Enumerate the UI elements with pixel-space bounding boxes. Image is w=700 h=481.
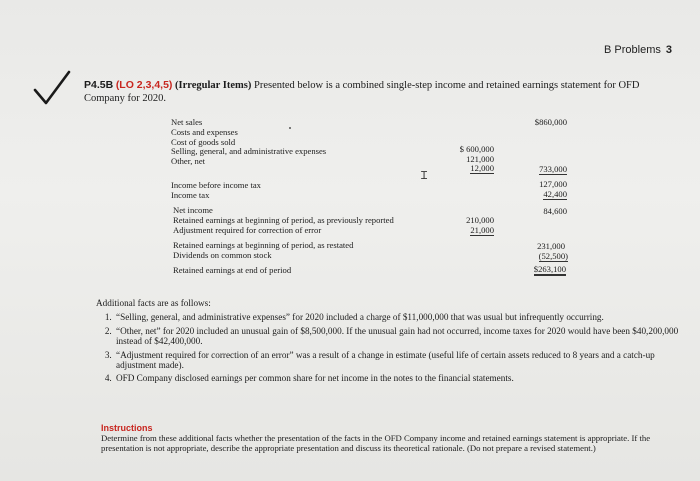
additional-facts-heading: Additional facts are as follows:: [96, 298, 211, 308]
income-tax-label: Income tax: [171, 190, 210, 200]
re-restated-value: 231,000: [537, 241, 565, 251]
facts-list: [96, 312, 681, 383]
re-beginning-value: 210,000: [466, 215, 494, 225]
decorative-dot: [289, 127, 291, 129]
net-income-value: 84,600: [543, 206, 567, 216]
instructions-text: Determine from these additional facts whether the presentation of the facts in the OFD Company income and retained earnings statement is appropriate. If the presentation is not appropriate, describe the appropriate presentation and discuss its theoretical rationale. (Do not prepare a revised statement.): [101, 433, 651, 453]
additional-facts: [96, 298, 681, 387]
fact-item: 4. OFD Company disclosed earnings per common share for net income in the notes to the financial statements.: [114, 373, 681, 383]
income-before-tax-label: Income before income tax: [171, 180, 261, 190]
page-number: 3: [665, 44, 672, 56]
fact-item: 1. “Selling, general, and administrative expenses” for 2020 included a charge of $11,000,000 that was usual but infrequently occurring.: [114, 312, 681, 322]
other-label: Other, net: [171, 156, 206, 166]
fact-item: 2. “Other, net” for 2020 included an unusual gain of $8,500,000. If the unusual gain had not occurred, income taxes for 2020 would have been $40,200,000 instead of $42,400,000.: [114, 326, 681, 347]
re-end-value: $263,100: [534, 265, 566, 276]
cogs-value: $ 600,000: [459, 144, 494, 154]
net-sales-label: Net sales: [171, 117, 203, 127]
re-restated-label: Retained earnings at beginning of period, as restated: [173, 240, 354, 250]
dividends-label: Dividends on common stock: [173, 250, 272, 260]
net-income-label: Net income: [173, 205, 213, 215]
sga-label: Selling, general, and administrative expenses: [171, 146, 327, 156]
adjustment-label: Adjustment required for correction of error: [173, 225, 322, 235]
sga-value: 121,000: [466, 154, 494, 164]
problem-id: P4.5B: [84, 79, 114, 91]
other-value: 12,000: [470, 163, 494, 173]
problem-text: Presented below is a combined single-step income and retained earnings statement for OFD Company for 2020.: [84, 80, 640, 104]
net-sales-value: $860,000: [534, 117, 567, 127]
dividends-value: (52,500): [538, 251, 568, 261]
costs-header: Costs and expenses: [171, 127, 238, 137]
learning-objectives: (LO 2,3,4,5): [115, 79, 173, 91]
text-cursor-icon: Ɪ: [421, 169, 428, 182]
problem-topic: (Irregular Items): [175, 80, 252, 91]
income-tax-value: 42,400: [543, 189, 567, 199]
instructions-heading: Instructions: [101, 423, 153, 433]
instructions: [101, 423, 681, 453]
re-end-label: Retained earnings at end of period: [173, 265, 292, 275]
total-costs-value: 733,000: [539, 164, 567, 174]
section-title: B Problems: [604, 44, 661, 56]
fact-item: 3. “Adjustment required for correction of an error” was a result of a change in estimate (useful life of certain assets reduced to 8 years and a catch-up adjustment made).: [114, 350, 681, 371]
cogs-label: Cost of goods sold: [171, 137, 236, 147]
adjustment-value: 21,000: [470, 225, 494, 235]
re-beginning-label: Retained earnings at beginning of period, as previously reported: [173, 215, 394, 225]
income-before-tax-value: 127,000: [539, 179, 567, 189]
